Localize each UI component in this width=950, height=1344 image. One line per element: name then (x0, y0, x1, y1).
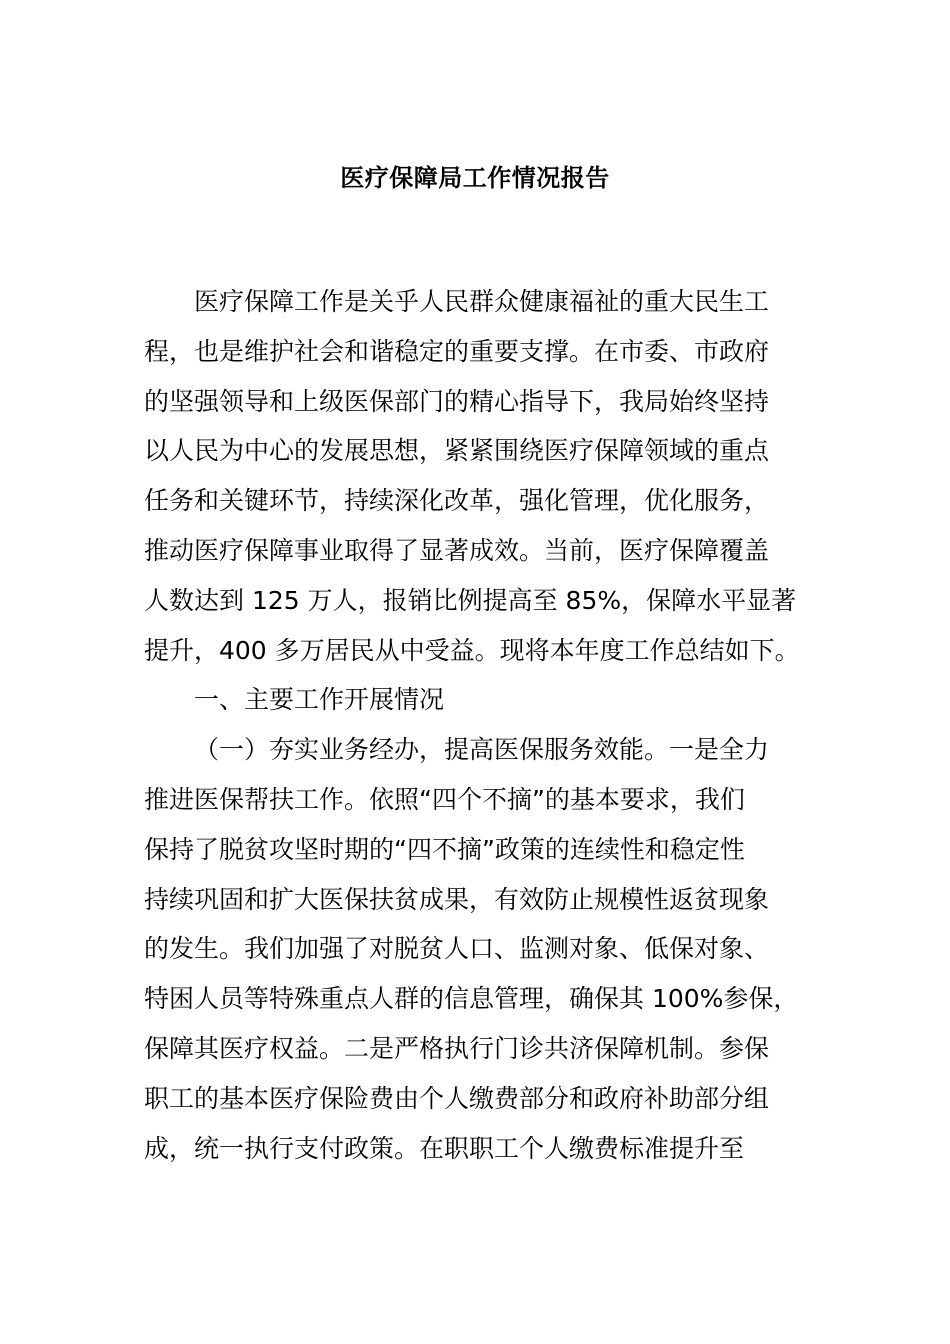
text-line: 特困人员等特殊重点人群的信息管理，确保其 100%参保， (144, 984, 799, 1014)
text-line: 的发生。我们加强了对脱贫人口、监测对象、低保对象、 (144, 934, 770, 964)
document-body (144, 284, 812, 1180)
text-line: 推动医疗保障事业取得了显著成效。当前，医疗保障覆盖 (144, 535, 770, 565)
text-line: 提升，400 多万居民从中受益。现将本年度工作总结如下。 (144, 635, 800, 665)
text-line: 以人民为中心的发展思想，紧紧围绕医疗保障领域的重点 (144, 436, 770, 466)
text-line: 人数达到 125 万人，报销比例提高至 85%，保障水平显著 (144, 585, 797, 615)
text-line: 职工的基本医疗保险费由个人缴费部分和政府补助部分组 (144, 1083, 770, 1113)
text-line: 程，也是维护社会和谐稳定的重要支撑。在市委、市政府 (144, 336, 770, 366)
text-line: 持续巩固和扩大医保扶贫成果，有效防止规模性返贫现象 (144, 884, 770, 914)
text-line: 医疗保障工作是关乎人民群众健康福祉的重大民生工 (194, 287, 770, 316)
text-line: 任务和关键环节，持续深化改革，强化管理，优化服务， (144, 486, 770, 516)
text-line: 保持了脱贫攻坚时期的“四不摘”政策的连续性和稳定性 (144, 834, 745, 864)
text-line: 的坚强领导和上级医保部门的精心指导下，我局始终坚持 (144, 386, 770, 416)
text-line: （一）夯实业务经办，提高医保服务效能。一是全力 (194, 735, 770, 765)
document-title: 医疗保障局工作情况报告 (340, 164, 610, 192)
text-line: 保障其医疗权益。二是严格执行门诊共济保障机制。参保 (144, 1033, 770, 1063)
section-heading: 一、主要工作开展情况 (194, 685, 445, 715)
text-line: 推进医保帮扶工作。依照“四个不摘”的基本要求，我们 (144, 784, 745, 814)
text-line: 成，统一执行支付政策。在职职工个人缴费标准提升至 (144, 1133, 745, 1163)
